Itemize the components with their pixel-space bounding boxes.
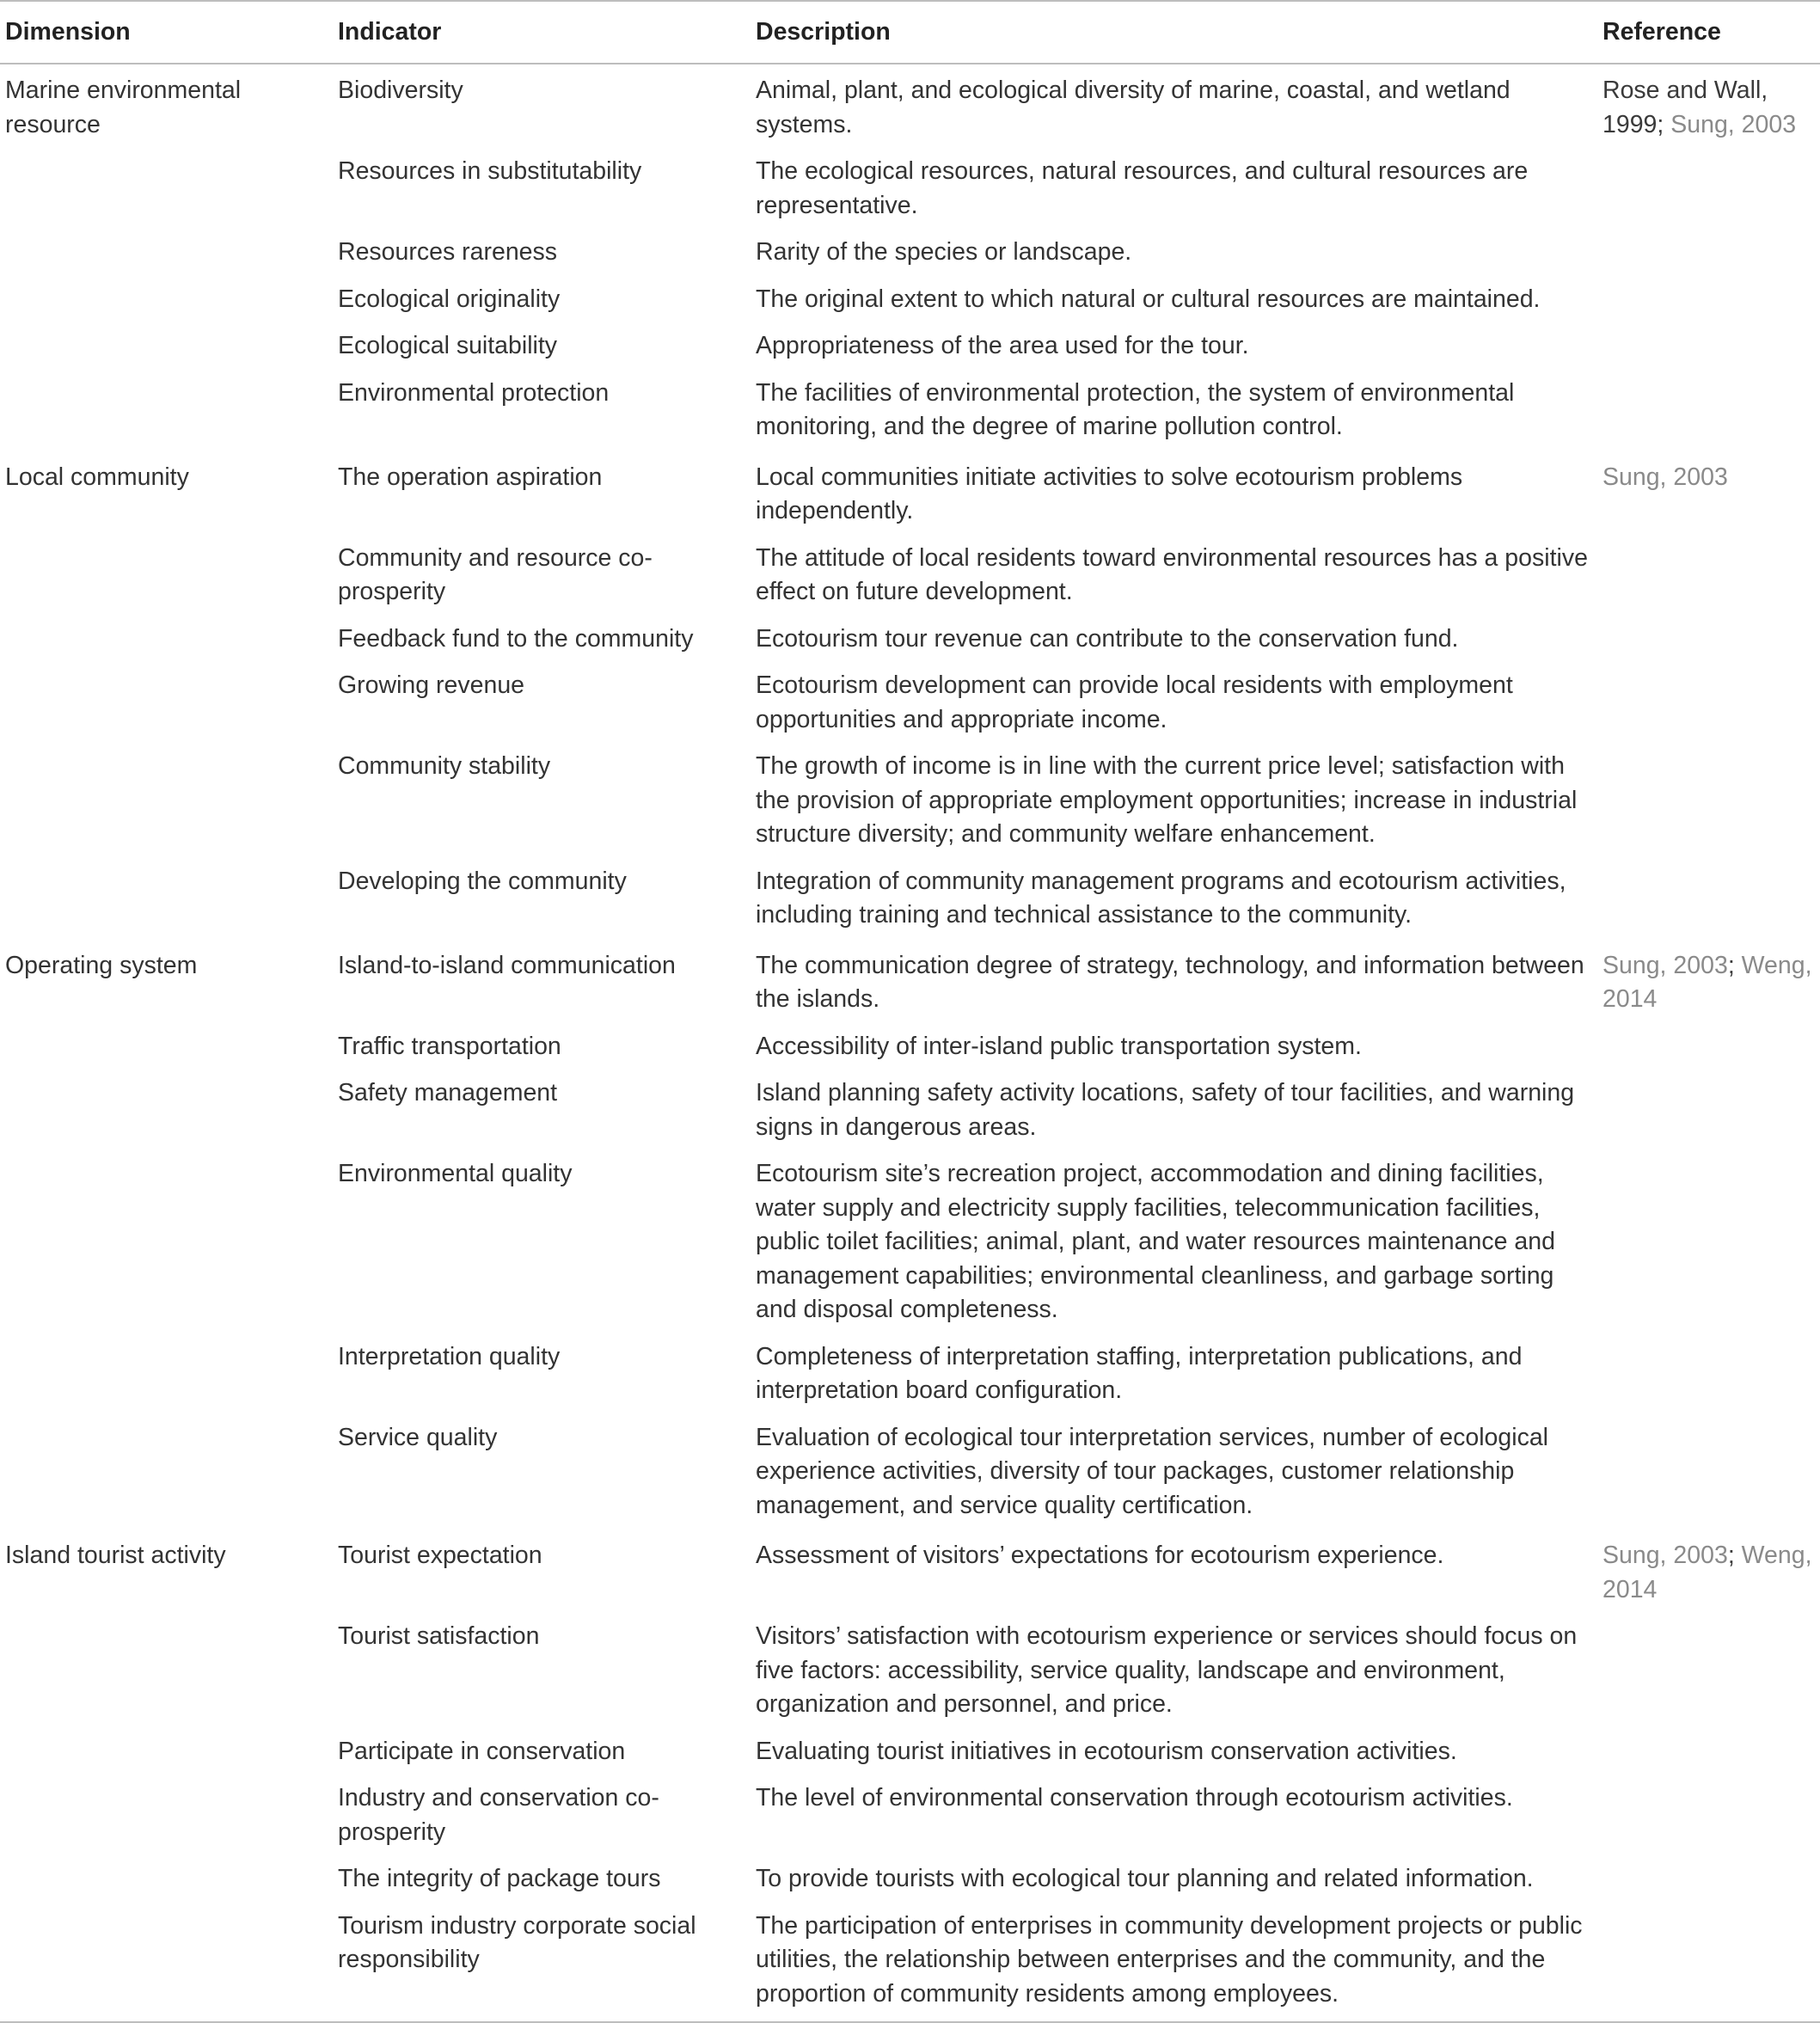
description-cell: The original extent to which natural or cultural resources are maintained.: [756, 285, 1541, 313]
dimension-cell: [0, 1775, 333, 1856]
description-cell: Appropriateness of the area used for the tour.: [756, 332, 1249, 359]
reference-cell: [1597, 1903, 1820, 2023]
table-row: [0, 1614, 1820, 1729]
indicator-cell: Tourist satisfaction: [338, 1622, 540, 1650]
description-cell: To provide tourists with ecological tour planning and related information.: [756, 1865, 1534, 1892]
table-row: [0, 451, 1820, 536]
dimension-cell: [0, 1856, 333, 1903]
table-row: [0, 64, 1820, 149]
header-reference: Reference: [1602, 17, 1721, 46]
reference-link[interactable]: Sung, 2003: [1602, 951, 1728, 979]
table-row: [0, 371, 1820, 451]
dimension-cell: [0, 1151, 333, 1334]
indicator-cell: Environmental protection: [338, 378, 610, 407]
reference-cell: [1597, 663, 1820, 744]
indicator-cell: Ecological suitability: [338, 332, 558, 359]
reference-link[interactable]: Weng, 2014: [1602, 1542, 1812, 1603]
reference-text: ;: [1657, 110, 1671, 138]
indicator-cell: The operation aspiration: [338, 463, 603, 491]
dimension-cell: [0, 323, 333, 371]
table-row: [0, 149, 1820, 230]
reference-cell: [1597, 1415, 1820, 1530]
indicator-cell: Traffic transportation: [338, 1032, 561, 1060]
table-body: [0, 64, 1820, 2022]
table-row: [0, 1415, 1820, 1530]
reference-cell: [1597, 1151, 1820, 1334]
table-header: [0, 1, 1820, 64]
table-row: [0, 1024, 1820, 1071]
reference-link[interactable]: Weng, 2014: [1602, 951, 1812, 1013]
dimension-cell: [0, 277, 333, 324]
description-cell: Completeness of interpretation staffing, interpretation publications, and interpretation board configuration.: [756, 1342, 1523, 1404]
description-cell: Ecotourism site’s recreation project, accommodation and dining facilities, water supply and electricity supply facilities, telecommunication facilities, public toilet facilities; animal, plant, and water resources maintenance and management capabilities; environmental cleanliness, and garbage sorting and disposal completeness.: [756, 1160, 1555, 1323]
dimension-cell: [0, 536, 333, 616]
reference-cell: [1597, 1614, 1820, 1729]
reference-cell: [1597, 323, 1820, 371]
indicator-cell: The integrity of package tours: [338, 1865, 661, 1892]
dimension-cell: [0, 1415, 333, 1530]
reference-cell: [1597, 1856, 1820, 1903]
reference-text: ;: [1727, 951, 1742, 979]
reference-cell: [1597, 1530, 1820, 1614]
table-row: [0, 1903, 1820, 2023]
description-cell: Assessment of visitors’ expectations for ecotourism experience.: [756, 1542, 1444, 1569]
header-row: [0, 1, 1820, 64]
reference-cell: [1597, 616, 1820, 664]
indicator-cell: Environmental quality: [338, 1160, 573, 1187]
description-cell: Evaluation of ecological tour interpretation services, number of ecological experience activities, diversity of tour packages, customer relationship management, and service quality certification.: [756, 1423, 1549, 1519]
description-cell: The facilities of environmental protection, the system of environmental monitoring, and the degree of marine pollution control.: [756, 378, 1515, 440]
dimension-cell: Marine environmental resource: [5, 77, 242, 138]
dimension-cell: [0, 230, 333, 277]
reference-link[interactable]: Sung, 2003: [1602, 1542, 1728, 1569]
dimension-cell: Local community: [5, 463, 189, 491]
description-cell: The participation of enterprises in community development projects or public utilities, the relationship between enterprises and the community, and the proportion of community residents among employees.: [756, 1911, 1583, 2008]
indicator-cell: Resources rareness: [338, 238, 558, 266]
reference-cell: [1597, 149, 1820, 230]
table-row: [0, 1070, 1820, 1151]
dimension-cell: [0, 1024, 333, 1071]
description-cell: Island planning safety activity locations, safety of tour facilities, and warning signs in dangerous areas.: [756, 1079, 1575, 1141]
indicator-cell: Tourism industry corporate social responsibility: [338, 1911, 696, 1973]
reference-cell: [1597, 64, 1820, 149]
dimension-cell: Operating system: [5, 951, 198, 979]
dimension-cell: [0, 859, 333, 940]
dimension-cell: [0, 744, 333, 859]
header-dimension: Dimension: [5, 17, 131, 46]
indicator-cell: Growing revenue: [338, 671, 525, 699]
reference-cell: [1597, 1334, 1820, 1415]
table-row: [0, 323, 1820, 371]
reference-cell: [1597, 1775, 1820, 1856]
description-cell: Visitors’ satisfaction with ecotourism experience or services should focus on five factors: accessibility, service quality, landscape and environment, organization and personnel, and price.: [756, 1622, 1578, 1718]
indicator-cell: Participate in conservation: [338, 1737, 626, 1765]
reference-cell: [1597, 451, 1820, 536]
description-cell: The communication degree of strategy, technology, and information between the islands.: [756, 951, 1584, 1013]
table-row: [0, 940, 1820, 1024]
table-row: [0, 663, 1820, 744]
description-cell: Ecotourism tour revenue can contribute to the conservation fund.: [756, 624, 1459, 653]
dimension-cell: [0, 1729, 333, 1776]
description-cell: Local communities initiate activities to solve ecotourism problems independently.: [756, 463, 1463, 524]
indicator-cell: Industry and conservation co-prosperity: [338, 1784, 659, 1846]
reference-cell: [1597, 1729, 1820, 1776]
reference-link[interactable]: Sung, 2003: [1670, 110, 1797, 138]
description-cell: Ecotourism development can provide local residents with employment opportunities and appropriate income.: [756, 671, 1513, 733]
table-row: [0, 1334, 1820, 1415]
indicator-cell: Safety management: [338, 1079, 558, 1107]
indicator-cell: Service quality: [338, 1423, 498, 1451]
indicator-cell: Island-to-island communication: [338, 951, 676, 979]
dimension-cell: Island tourist activity: [5, 1542, 226, 1569]
header-indicator: Indicator: [338, 17, 442, 46]
reference-text: Rose and Wall, 1999: [1602, 77, 1768, 138]
table-row: [0, 230, 1820, 277]
indicator-cell: Tourist expectation: [338, 1542, 542, 1569]
description-cell: The level of environmental conservation through ecotourism activities.: [756, 1784, 1513, 1812]
table-row: [0, 859, 1820, 940]
reference-text: ;: [1727, 1542, 1742, 1569]
table-row: [0, 1151, 1820, 1334]
reference-cell: [1597, 277, 1820, 324]
indicator-cell: Biodiversity: [338, 77, 463, 104]
table-row: [0, 536, 1820, 616]
description-cell: Rarity of the species or landscape.: [756, 238, 1132, 266]
reference-cell: [1597, 230, 1820, 277]
dimension-cell: [0, 616, 333, 664]
description-cell: Animal, plant, and ecological diversity of marine, coastal, and wetland systems.: [756, 77, 1511, 138]
dimension-cell: [0, 663, 333, 744]
table-row: [0, 1856, 1820, 1903]
table-row: [0, 1775, 1820, 1856]
description-cell: The ecological resources, natural resources, and cultural resources are representative.: [756, 157, 1529, 219]
reference-cell: [1597, 371, 1820, 451]
reference-cell: [1597, 859, 1820, 940]
description-cell: Integration of community management programs and ecotourism activities, including training and technical assistance to the community.: [756, 867, 1566, 929]
indicator-cell: Interpretation quality: [338, 1342, 561, 1370]
table-row: [0, 616, 1820, 664]
reference-cell: [1597, 1070, 1820, 1151]
dimension-cell: [0, 371, 333, 451]
indicator-cell: Community and resource co-prosperity: [338, 543, 653, 605]
dimension-cell: [0, 1614, 333, 1729]
reference-cell: [1597, 744, 1820, 859]
reference-cell: [1597, 940, 1820, 1024]
table-row: [0, 1530, 1820, 1614]
description-cell: The attitude of local residents toward environmental resources has a positive effect on future development.: [756, 543, 1588, 605]
table-row: [0, 744, 1820, 859]
description-cell: Accessibility of inter-island public transportation system.: [756, 1032, 1362, 1060]
dimension-cell: [0, 1334, 333, 1415]
dimension-cell: [0, 149, 333, 230]
reference-cell: [1597, 1024, 1820, 1071]
indicator-cell: Developing the community: [338, 867, 627, 895]
indicator-cell: Ecological originality: [338, 285, 561, 313]
dimension-cell: [0, 1903, 333, 2023]
table-row: [0, 1729, 1820, 1776]
indicator-cell: Community stability: [338, 752, 551, 780]
reference-cell: [1597, 536, 1820, 616]
indicator-cell: Feedback fund to the community: [338, 624, 694, 653]
indicator-cell: Resources in substitutability: [338, 157, 642, 185]
reference-link[interactable]: Sung, 2003: [1602, 463, 1728, 491]
header-description: Description: [756, 17, 891, 46]
table-row: [0, 277, 1820, 324]
description-cell: Evaluating tourist initiatives in ecotourism conservation activities.: [756, 1737, 1457, 1765]
description-cell: The growth of income is in line with the current price level; satisfaction with the provision of appropriate employment opportunities; increase in industrial structure diversity; and community welfare enhancement.: [756, 752, 1578, 848]
dimension-cell: [0, 1070, 333, 1151]
